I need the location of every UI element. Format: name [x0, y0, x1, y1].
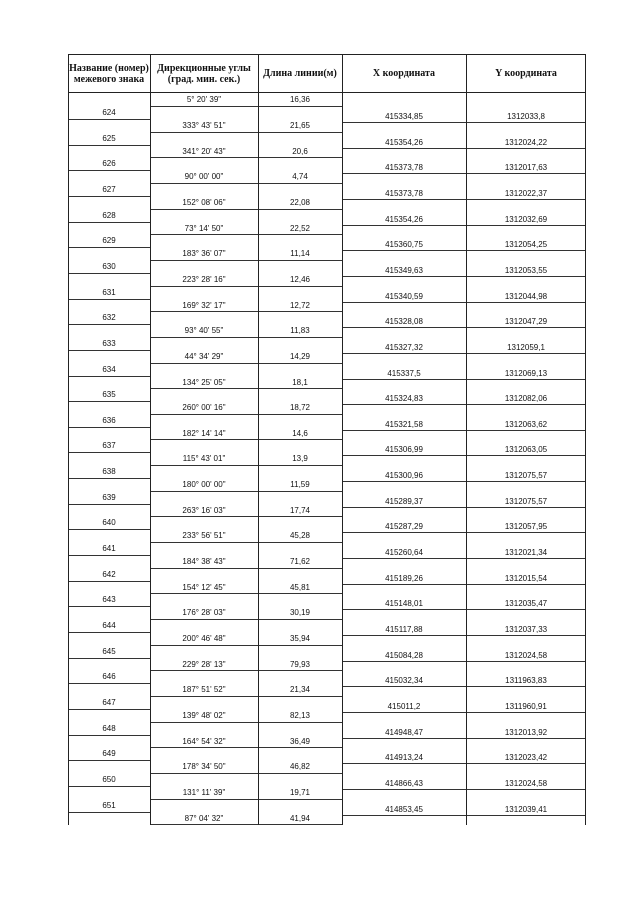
- row-divider: [342, 789, 586, 790]
- cell-y: 1312017,63: [504, 163, 548, 173]
- row-divider: [68, 504, 150, 505]
- header-length: Длина линии(м): [263, 68, 337, 79]
- table-row: [68, 594, 586, 620]
- cell-angle: 154° 12' 45": [182, 582, 226, 592]
- table-row: [68, 543, 586, 569]
- cell-angle: 184° 38' 43": [182, 557, 226, 567]
- cell-y: 1311963,83: [505, 676, 547, 686]
- row-divider: [342, 276, 586, 277]
- row-divider: [342, 738, 586, 739]
- cell-angle: 263° 16' 03": [182, 505, 226, 515]
- row-divider: [342, 763, 586, 764]
- cell-x: 415287,29: [385, 522, 423, 532]
- column-divider: [258, 54, 259, 825]
- cell-x: 414866,43: [385, 778, 423, 788]
- row-divider: [68, 170, 150, 171]
- column-divider: [68, 54, 69, 825]
- cell-mark: 627: [102, 184, 116, 194]
- column-divider: [466, 54, 467, 825]
- cell-length: 21,34: [289, 685, 311, 695]
- cell-mark: 643: [102, 595, 116, 605]
- row-divider: [68, 786, 150, 787]
- table-header: [68, 54, 586, 93]
- cell-y: 1312082,06: [504, 394, 548, 404]
- cell-y: 1312044,98: [504, 291, 548, 301]
- cell-mark: 642: [102, 569, 116, 579]
- row-divider: [150, 414, 342, 415]
- cell-mark: 639: [102, 492, 116, 502]
- row-divider: [342, 712, 586, 713]
- cell-x: 415300,96: [385, 471, 423, 481]
- row-divider: [68, 299, 150, 300]
- table-row: [68, 107, 586, 133]
- row-divider: [150, 439, 342, 440]
- cell-length: 82,13: [289, 710, 311, 720]
- column-divider: [585, 54, 586, 825]
- cell-mark: 651: [102, 800, 116, 810]
- cell-y: 1312024,58: [504, 778, 548, 788]
- header-x: X координата: [372, 68, 436, 79]
- row-divider: [342, 661, 586, 662]
- cell-y: 1312022,37: [504, 188, 548, 198]
- row-divider: [68, 606, 150, 607]
- cell-y: 1312063,05: [504, 445, 548, 455]
- cell-x: 415334,85: [385, 112, 423, 121]
- row-divider: [150, 363, 342, 364]
- row-divider: [68, 350, 150, 351]
- row-divider: [342, 327, 586, 328]
- cell-angle: 169° 32' 17": [182, 300, 226, 310]
- column-divider: [150, 54, 151, 825]
- cell-mark: 637: [102, 441, 116, 451]
- cell-length: 22,52: [289, 223, 311, 233]
- row-divider: [342, 584, 586, 585]
- cell-angle: 180° 00' 00": [182, 480, 226, 490]
- cell-length: 18,1: [292, 377, 308, 387]
- row-divider: [68, 709, 150, 710]
- cell-length: 41,94: [289, 813, 311, 823]
- row-divider: [68, 812, 150, 813]
- cell-x: 415373,78: [385, 163, 423, 173]
- row-divider: [342, 379, 586, 380]
- row-divider: [68, 555, 150, 556]
- row-divider: [150, 747, 342, 748]
- cell-mark: 628: [102, 210, 116, 220]
- cell-y: 1312015,54: [504, 573, 548, 583]
- row-divider: [342, 686, 586, 687]
- cell-length: 17,74: [289, 505, 311, 515]
- table-row: [68, 748, 586, 774]
- cell-angle: 260° 00' 16": [182, 403, 226, 413]
- cell-x: 415354,26: [385, 214, 423, 224]
- cell-length: 4,74: [292, 172, 308, 182]
- cell-angle: 233° 56' 51": [182, 531, 226, 541]
- cell-length: 12,72: [289, 300, 311, 310]
- row-divider: [150, 542, 342, 543]
- cell-length: 14,6: [292, 428, 308, 438]
- cell-angle: 200° 46' 48": [182, 634, 226, 643]
- row-divider: [150, 491, 342, 492]
- cell-length: 46,82: [289, 762, 311, 772]
- cell-y: 1312024,58: [504, 650, 548, 660]
- row-divider: [68, 401, 150, 402]
- row-divider: [68, 376, 150, 377]
- cell-x: 414948,47: [385, 727, 423, 737]
- cell-x: 415260,64: [385, 548, 423, 558]
- cell-angle: 229° 28' 13": [182, 659, 226, 669]
- cell-angle: 176° 28' 03": [182, 608, 226, 618]
- row-divider: [68, 529, 150, 530]
- cell-y: 1312037,33: [504, 625, 548, 634]
- cell-mark: 624: [102, 108, 116, 117]
- table-row: [68, 312, 586, 338]
- cell-mark: 645: [102, 646, 116, 656]
- row-divider: [68, 222, 150, 223]
- first-segment-length: 16,36: [289, 95, 311, 104]
- cell-mark: 626: [102, 159, 116, 169]
- cell-length: 12,46: [289, 274, 311, 284]
- cell-y: 1312039,41: [504, 804, 548, 814]
- cell-length: 35,94: [289, 634, 311, 643]
- cell-x: 415349,63: [385, 265, 423, 275]
- cell-length: 45,81: [289, 582, 311, 592]
- row-divider: [342, 353, 586, 354]
- cell-mark: 648: [102, 723, 116, 733]
- cell-x: 415117,88: [385, 625, 423, 634]
- cell-mark: 629: [102, 236, 116, 246]
- cell-angle: 152° 08' 06": [182, 197, 226, 207]
- cell-y: 1312021,34: [504, 548, 548, 558]
- cell-angle: 73° 14' 50": [184, 223, 224, 233]
- row-divider: [150, 568, 342, 569]
- cell-angle: 187° 51' 52": [182, 685, 226, 695]
- row-divider: [342, 558, 586, 559]
- row-divider: [150, 337, 342, 338]
- cell-mark: 632: [102, 313, 116, 323]
- cell-y: 1312023,42: [504, 753, 548, 763]
- cell-x: 415321,58: [385, 419, 423, 429]
- cell-angle: 164° 54' 32": [182, 736, 226, 746]
- row-divider: [342, 481, 586, 482]
- cell-y: 1312057,95: [504, 522, 548, 532]
- row-divider: [68, 452, 150, 453]
- cell-y: 1312054,25: [504, 240, 548, 250]
- cell-angle: 134° 25' 05": [182, 377, 226, 387]
- row-divider: [68, 145, 150, 146]
- cell-length: 19,71: [289, 787, 311, 797]
- cell-angle: 333° 43' 51": [182, 121, 226, 130]
- row-divider: [150, 311, 342, 312]
- column-divider: [342, 54, 343, 825]
- cell-y: 1312047,29: [504, 317, 548, 327]
- cell-mark: 638: [102, 467, 116, 477]
- cell-x: 415148,01: [385, 599, 423, 609]
- table-row: [68, 466, 586, 492]
- cell-x: 415360,75: [385, 240, 423, 250]
- cell-angle: 87° 04' 32": [184, 813, 224, 823]
- cell-x: 415340,59: [385, 291, 423, 301]
- cell-y: 1312075,57: [504, 471, 548, 481]
- row-divider: [150, 388, 342, 389]
- cell-length: 21,65: [289, 121, 311, 130]
- row-divider: [342, 507, 586, 508]
- cell-y: 1312035,47: [504, 599, 548, 609]
- row-divider: [150, 670, 342, 671]
- row-divider: [150, 157, 342, 158]
- cell-x: 415011,2: [387, 701, 421, 711]
- cell-length: 30,19: [289, 608, 311, 618]
- row-divider: [342, 404, 586, 405]
- cell-x: 415327,32: [385, 342, 423, 352]
- row-divider: [68, 632, 150, 633]
- cell-length: 71,62: [289, 557, 311, 567]
- cell-x: 415354,26: [385, 137, 423, 147]
- cell-y: 1311960,91: [505, 701, 547, 711]
- cell-length: 22,08: [289, 197, 311, 207]
- first-segment-row: [68, 93, 586, 107]
- cell-x: 415337,5: [387, 368, 421, 378]
- cell-x: 415306,99: [385, 445, 423, 455]
- cell-y: 1312059,1: [507, 342, 545, 352]
- row-divider: [342, 199, 586, 200]
- row-divider: [68, 119, 150, 120]
- cell-x: 415373,78: [385, 188, 423, 198]
- cell-angle: 90° 00' 00": [184, 172, 224, 182]
- row-divider: [150, 286, 342, 287]
- table-row: [68, 440, 586, 466]
- row-divider: [68, 324, 150, 325]
- row-divider: [342, 455, 586, 456]
- cell-length: 13,9: [292, 454, 308, 464]
- row-divider: [68, 658, 150, 659]
- cell-length: 11,59: [290, 480, 310, 490]
- row-divider: [150, 106, 342, 107]
- cell-angle: 341° 20' 43": [182, 146, 226, 156]
- cell-mark: 647: [102, 697, 116, 707]
- cell-mark: 625: [102, 133, 116, 143]
- cell-y: 1312032,69: [504, 214, 548, 224]
- table-row: [68, 235, 586, 261]
- cell-x: 414913,24: [385, 753, 423, 763]
- cell-x: 415189,26: [385, 573, 423, 583]
- cell-length: 36,49: [289, 736, 311, 746]
- row-divider: [68, 760, 150, 761]
- row-divider: [150, 516, 342, 517]
- cell-mark: 631: [102, 287, 116, 297]
- row-divider: [150, 696, 342, 697]
- first-segment-angle: 5° 20' 39": [186, 95, 222, 104]
- cell-mark: 650: [102, 774, 116, 784]
- row-divider: [150, 234, 342, 235]
- cell-mark: 633: [102, 338, 116, 348]
- row-divider: [342, 148, 586, 149]
- cell-y: 1312053,55: [504, 265, 548, 275]
- cell-y: 1312013,92: [504, 727, 548, 737]
- cell-angle: 44° 34' 29": [184, 351, 224, 361]
- row-divider: [150, 183, 342, 184]
- row-divider: [150, 722, 342, 723]
- cell-y: 1312063,62: [504, 419, 548, 429]
- cell-length: 11,14: [290, 249, 310, 259]
- cell-length: 20,6: [292, 146, 308, 156]
- row-divider: [68, 683, 150, 684]
- cell-y: 1312024,22: [504, 137, 548, 147]
- row-divider: [342, 635, 586, 636]
- cell-mark: 630: [102, 261, 116, 271]
- row-divider: [68, 735, 150, 736]
- cell-x: 415032,34: [385, 676, 423, 686]
- cell-length: 11,83: [290, 326, 310, 336]
- table-row: [68, 620, 586, 646]
- cell-length: 18,72: [289, 403, 311, 413]
- cell-mark: 641: [102, 544, 116, 554]
- row-divider: [150, 773, 342, 774]
- table-row: [68, 389, 586, 415]
- cell-mark: 635: [102, 390, 116, 400]
- cell-mark: 644: [102, 621, 116, 630]
- row-divider: [342, 609, 586, 610]
- cell-angle: 182° 14' 14": [182, 428, 226, 438]
- row-divider: [342, 532, 586, 533]
- row-divider: [342, 302, 586, 303]
- cell-length: 45,28: [289, 531, 311, 541]
- cell-y: 1312033,8: [507, 112, 545, 121]
- cell-mark: 634: [102, 364, 116, 374]
- row-divider: [68, 581, 150, 582]
- row-divider: [68, 427, 150, 428]
- header-y: Y координата: [495, 68, 557, 79]
- cell-x: 415289,37: [385, 496, 423, 506]
- cell-angle: 131° 11' 39": [182, 787, 226, 797]
- row-divider: [150, 465, 342, 466]
- cell-mark: 640: [102, 518, 116, 528]
- header-angle: Дирекционные углы (град. мин. сек.): [157, 62, 251, 85]
- row-divider: [342, 225, 586, 226]
- cell-x: 414853,45: [385, 804, 423, 814]
- cell-angle: 93° 40' 55": [184, 326, 224, 336]
- cell-angle: 139° 48' 02": [182, 710, 226, 720]
- table-row: [68, 158, 586, 184]
- table-row: [68, 517, 586, 543]
- row-divider: [150, 260, 342, 261]
- cell-x: 415084,28: [385, 650, 423, 660]
- cell-x: 415328,08: [385, 317, 423, 327]
- cell-mark: 636: [102, 415, 116, 425]
- cell-mark: 649: [102, 749, 116, 759]
- row-divider: [68, 247, 150, 248]
- row-divider: [150, 593, 342, 594]
- row-divider: [150, 209, 342, 210]
- cell-angle: 115° 43' 01": [182, 454, 226, 464]
- cell-mark: 646: [102, 672, 116, 682]
- cell-y: 1312069,13: [504, 368, 548, 378]
- row-divider: [342, 250, 586, 251]
- cell-y: 1312075,57: [504, 496, 548, 506]
- cell-length: 14,29: [289, 351, 311, 361]
- row-divider: [342, 173, 586, 174]
- cell-angle: 183° 36' 07": [182, 249, 226, 259]
- cell-angle: 223° 28' 16": [182, 274, 226, 284]
- row-divider: [150, 799, 342, 800]
- table-row: [68, 671, 586, 697]
- cell-length: 79,93: [289, 659, 311, 669]
- row-divider: [68, 478, 150, 479]
- row-divider: [68, 196, 150, 197]
- row-divider: [150, 132, 342, 133]
- row-divider: [342, 430, 586, 431]
- row-divider: [150, 619, 342, 620]
- row-divider: [342, 122, 586, 123]
- header-mark: Название (номер) межевого знака: [69, 62, 149, 85]
- row-divider: [342, 815, 586, 816]
- row-divider: [150, 645, 342, 646]
- cell-x: 415324,83: [385, 394, 423, 404]
- row-divider: [68, 273, 150, 274]
- cell-angle: 178° 34' 50": [182, 762, 226, 772]
- row-divider: [150, 824, 342, 825]
